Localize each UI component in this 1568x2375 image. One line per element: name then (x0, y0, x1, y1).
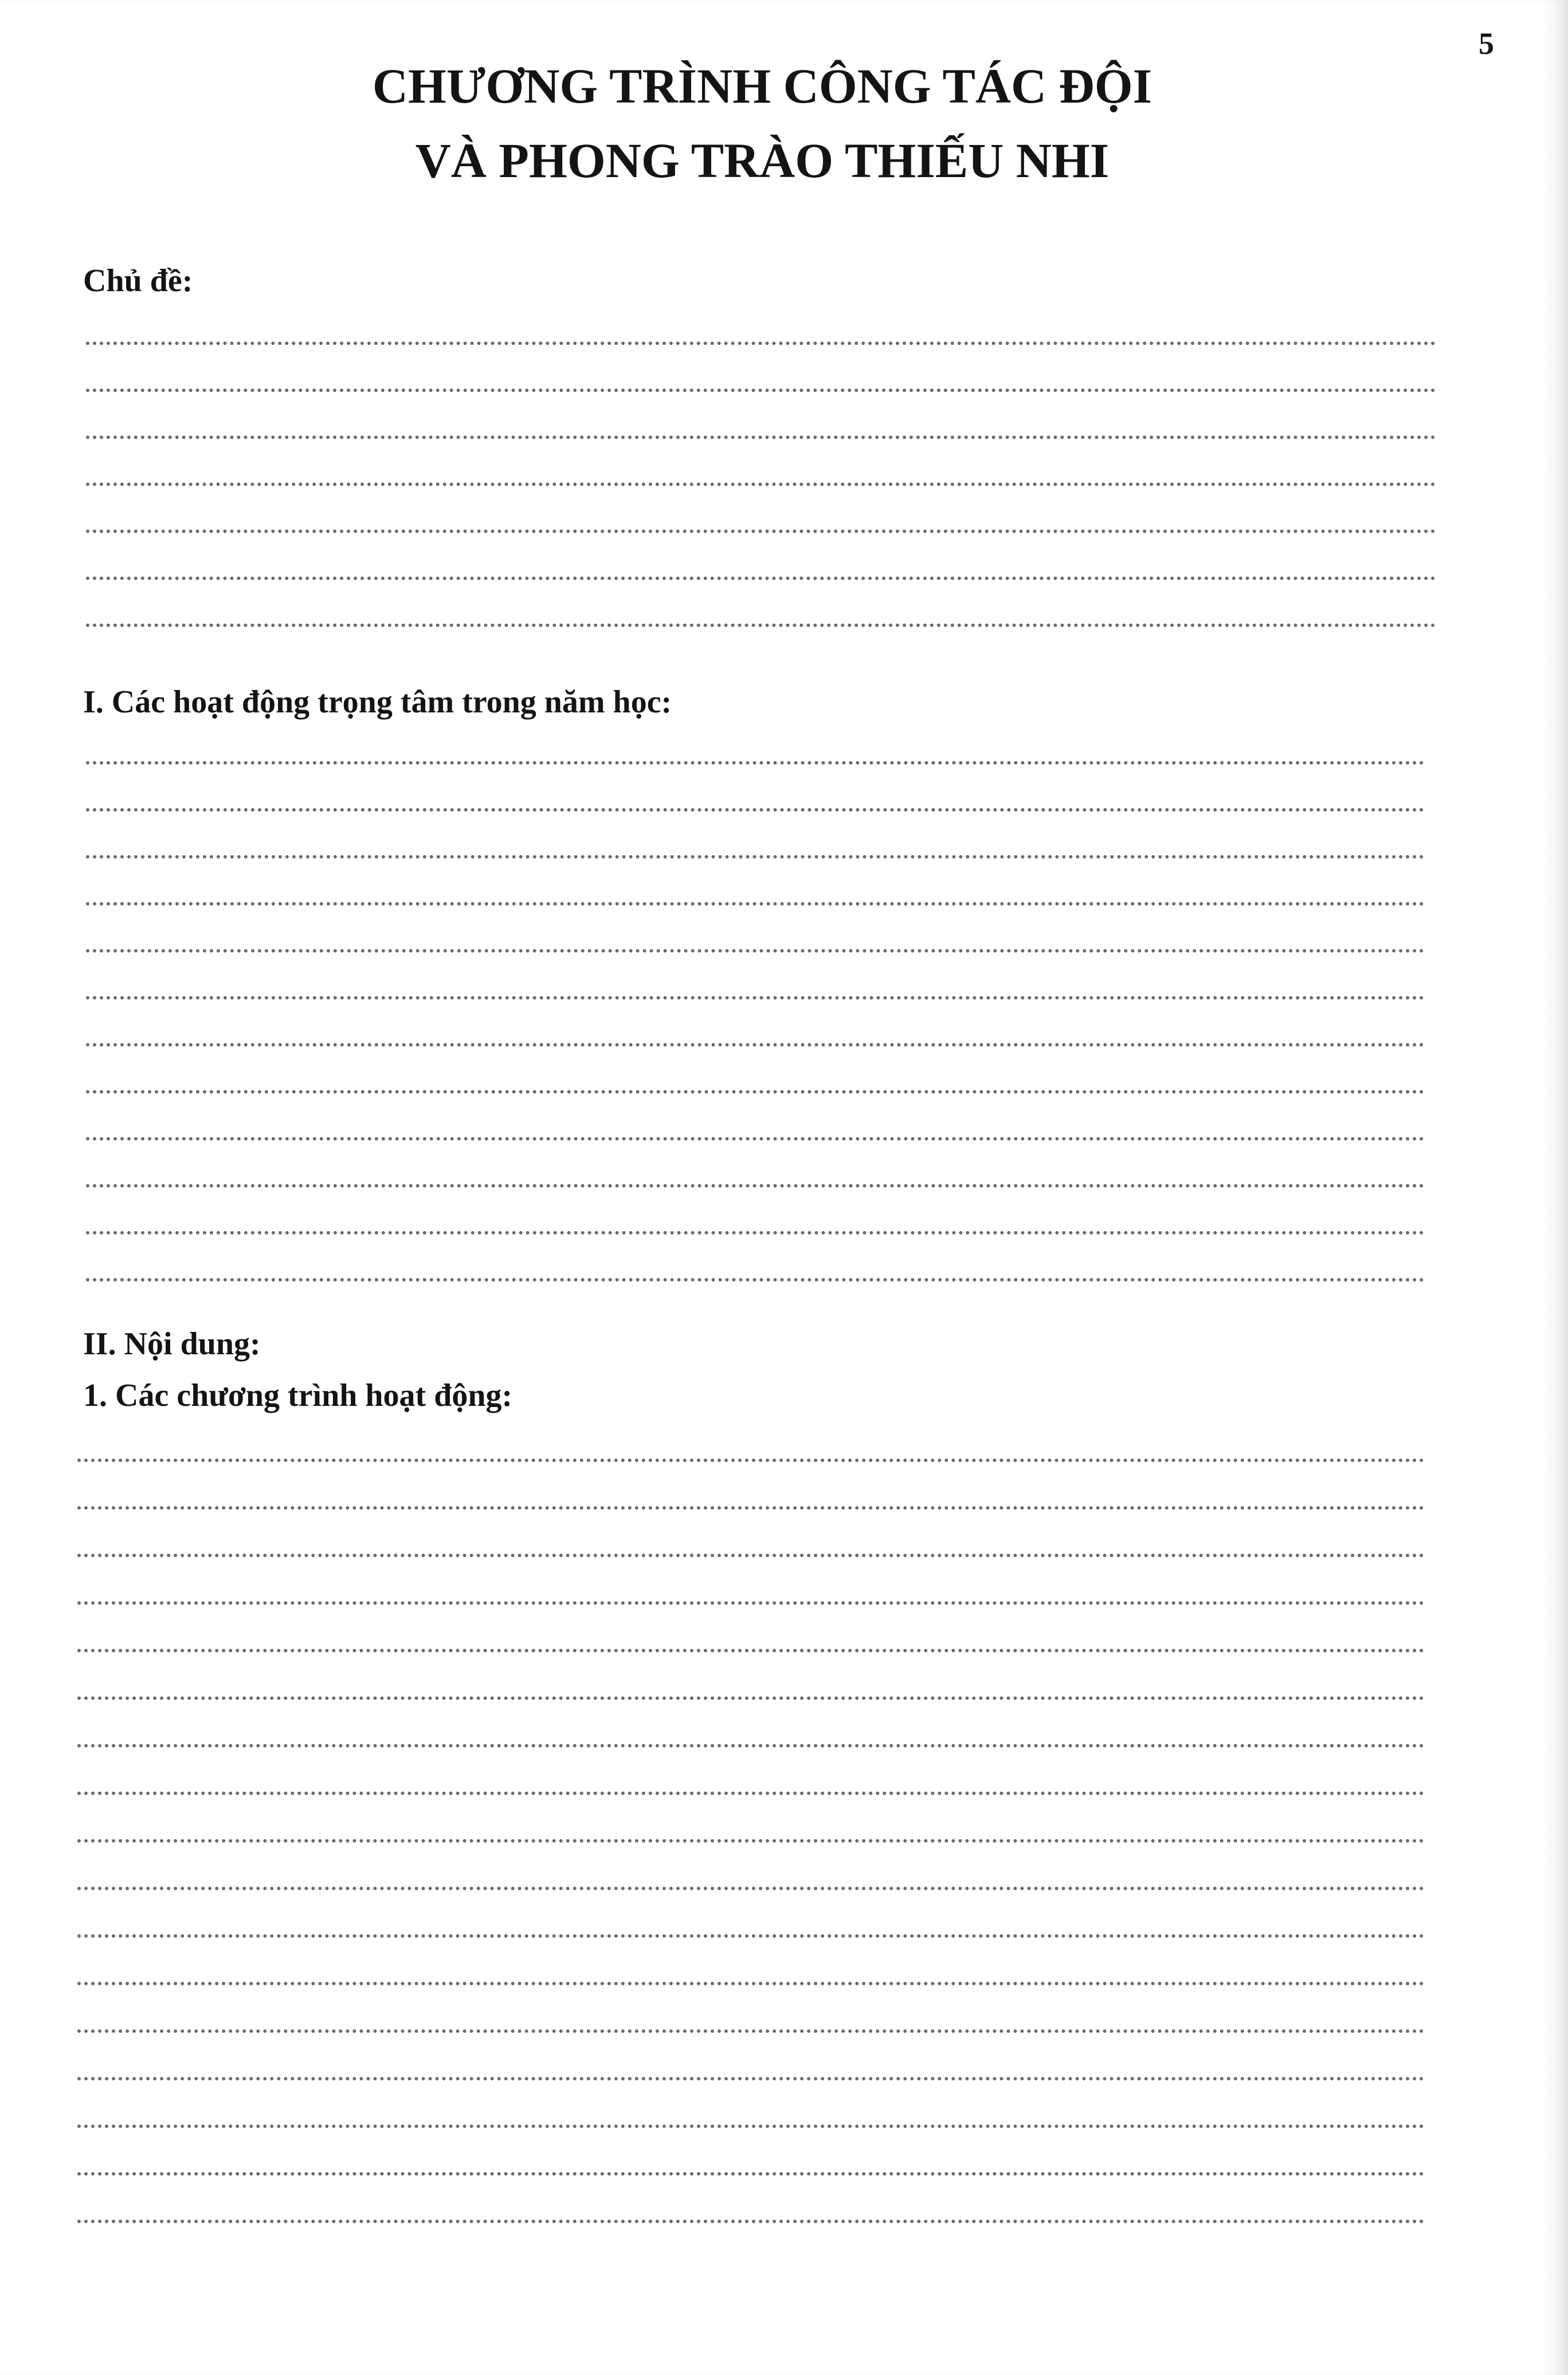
page-title-line-1: CHƯƠNG TRÌNH CÔNG TÁC ĐỘI (372, 58, 1153, 113)
blank-writing-line (77, 1985, 1424, 2033)
blank-writing-line (77, 2128, 1424, 2176)
blank-writing-line (77, 1462, 1424, 1510)
blank-writing-line (86, 1047, 1424, 1094)
blank-writing-line (86, 1094, 1424, 1141)
blank-writing-line (86, 345, 1436, 392)
page-edge-shadow (1545, 0, 1568, 2375)
key-activities-heading: I. Các hoạt động trọng tâm trong năm học: (83, 684, 672, 720)
blank-writing-line (86, 298, 1436, 345)
blank-writing-line (86, 718, 1424, 765)
blank-writing-line (77, 1843, 1424, 1890)
page-title-line-2: VÀ PHONG TRÀO THIẾU NHI (415, 133, 1110, 188)
blank-writing-line (86, 953, 1424, 1000)
blank-writing-line (77, 1890, 1424, 1938)
blank-writing-line (86, 1234, 1424, 1281)
blank-writing-line (86, 765, 1424, 812)
blank-writing-line (77, 1938, 1424, 1985)
activity-programs-heading: 1. Các chương trình hoạt động: (83, 1378, 513, 1413)
content-heading: II. Nội dung: (83, 1326, 261, 1362)
blank-writing-line (86, 906, 1424, 953)
blank-writing-line (77, 2176, 1424, 2223)
blank-writing-line (77, 1557, 1424, 1605)
blank-writing-line (77, 2033, 1424, 2080)
blank-writing-line (77, 1510, 1424, 1557)
blank-writing-line (77, 2080, 1424, 2128)
key-activities-blank-lines (86, 718, 1424, 1281)
blank-writing-line (86, 1141, 1424, 1188)
topic-blank-lines (86, 298, 1436, 627)
blank-writing-line (77, 1795, 1424, 1843)
topic-heading: Chủ đề: (83, 263, 193, 299)
blank-writing-line (86, 812, 1424, 859)
blank-writing-line (77, 1414, 1424, 1462)
blank-writing-line (86, 859, 1424, 906)
blank-writing-line (77, 1700, 1424, 1747)
blank-writing-line (86, 1188, 1424, 1234)
page-title (0, 49, 1524, 198)
blank-writing-line (86, 580, 1436, 627)
blank-writing-line (86, 533, 1436, 580)
blank-writing-line (77, 1605, 1424, 1652)
page-number: 5 (1479, 26, 1494, 61)
blank-writing-line (86, 486, 1436, 533)
activity-programs-blank-lines (77, 1414, 1424, 2223)
blank-writing-line (86, 439, 1436, 486)
blank-writing-line (86, 392, 1436, 439)
blank-writing-line (77, 1652, 1424, 1700)
blank-writing-line (77, 1747, 1424, 1795)
blank-writing-line (86, 1000, 1424, 1047)
